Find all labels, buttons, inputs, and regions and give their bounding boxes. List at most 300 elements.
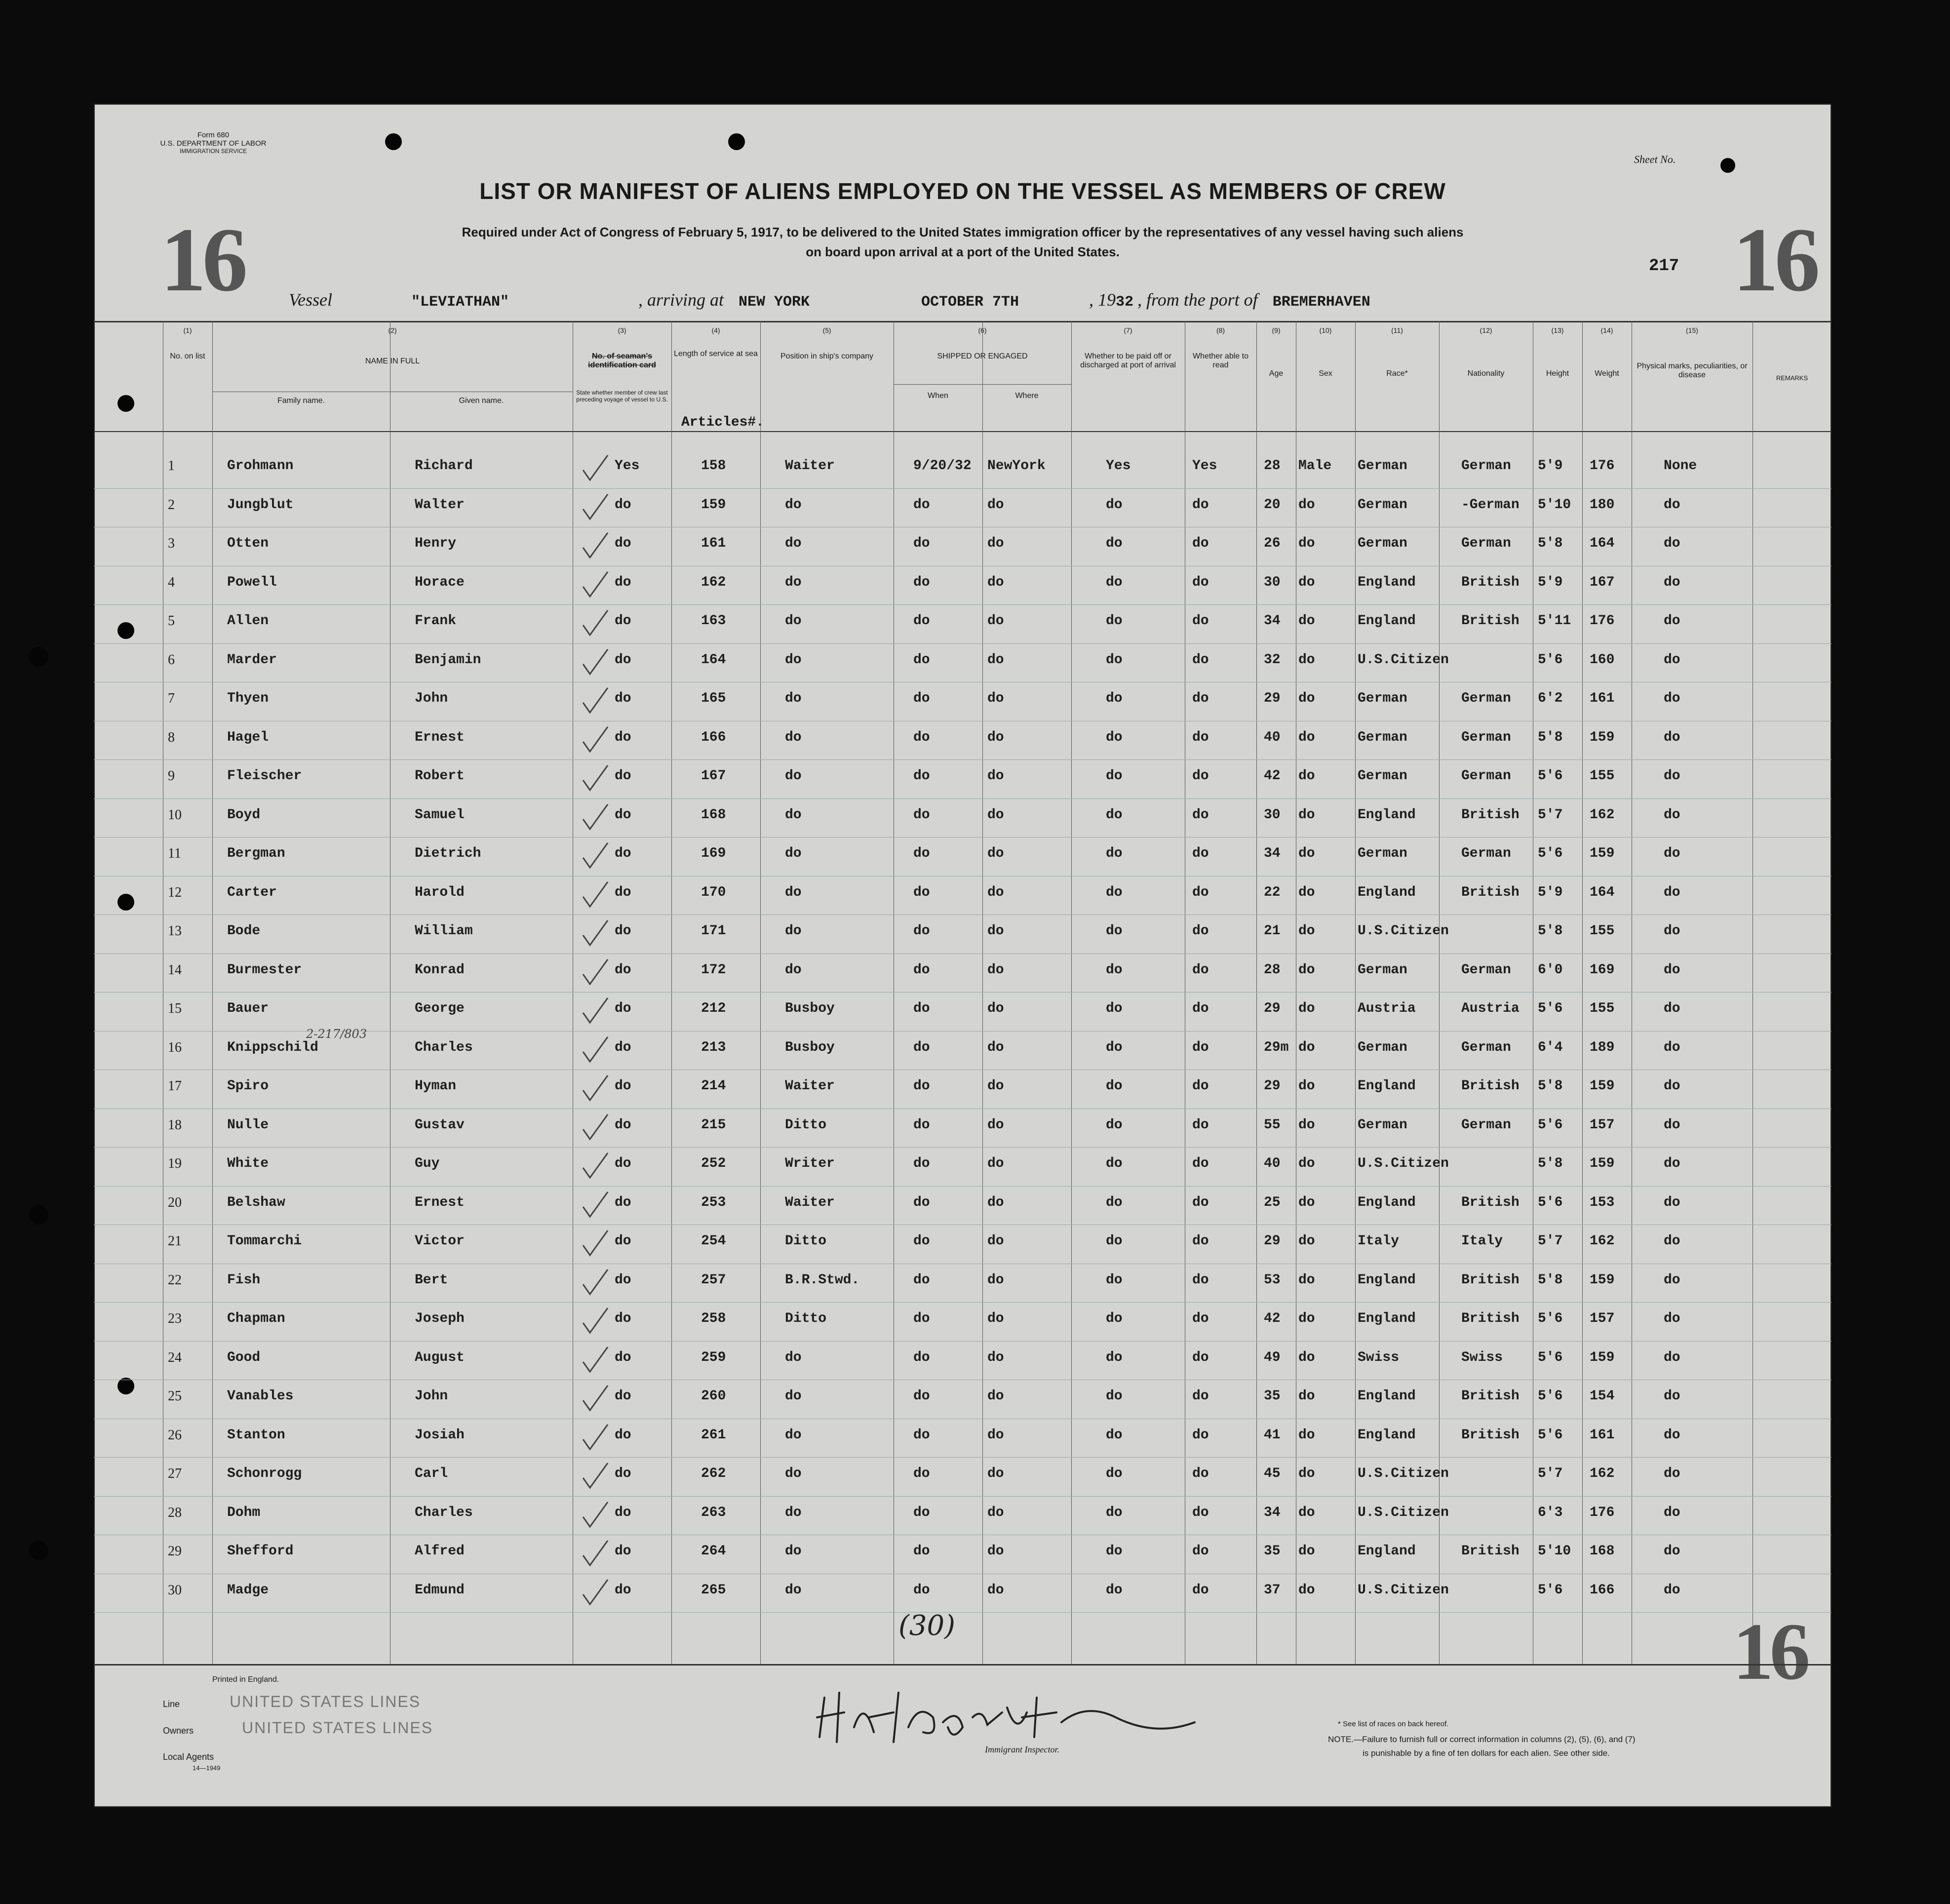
cell-height: 5'10 xyxy=(1538,497,1571,513)
cell-row-number: 24 xyxy=(168,1349,182,1365)
cell-ship-position: B.R.Stwd. xyxy=(785,1272,860,1288)
cell-height: 5'6 xyxy=(1538,1388,1563,1404)
cell-shipped-when: do xyxy=(913,652,930,668)
table-row xyxy=(94,604,1832,644)
cell-given-name: Gustav xyxy=(415,1117,465,1133)
cell-physical-marks: do xyxy=(1664,1233,1680,1249)
cell-service-length: 257 xyxy=(701,1272,726,1288)
cell-family-name: Spiro xyxy=(227,1078,269,1094)
cell-sex: do xyxy=(1298,691,1315,706)
cell-paid-off: do xyxy=(1106,1039,1123,1055)
cell-physical-marks: do xyxy=(1664,1505,1680,1520)
cell-height: 5'8 xyxy=(1538,536,1563,551)
table-row xyxy=(94,992,1832,1031)
cell-physical-marks: do xyxy=(1664,536,1680,551)
check-mark-icon xyxy=(580,1345,610,1375)
sheet-stamp-bottom: 16 xyxy=(1733,1606,1806,1697)
cell-paid-off: do xyxy=(1106,613,1123,629)
cell-height: 5'8 xyxy=(1538,1078,1563,1094)
cell-age: 55 xyxy=(1264,1117,1281,1133)
cell-height: 5'10 xyxy=(1538,1544,1571,1559)
cell-nationality: German xyxy=(1461,1117,1511,1133)
cell-sex: do xyxy=(1298,1001,1315,1016)
cell-previous-voyage: do xyxy=(615,729,631,745)
table-row xyxy=(94,1574,1832,1613)
cell-physical-marks: do xyxy=(1664,923,1680,939)
line-label: Line xyxy=(163,1699,180,1709)
cell-previous-voyage: do xyxy=(615,1001,631,1016)
cell-sex: do xyxy=(1298,1427,1315,1443)
cell-shipped-when: do xyxy=(913,574,930,590)
cell-nationality: British xyxy=(1461,1311,1520,1326)
cell-row-number: 18 xyxy=(168,1117,182,1133)
vessel-name: "LEVIATHAN" xyxy=(411,294,509,311)
cell-ship-position: do xyxy=(785,768,802,784)
cell-height: 5'7 xyxy=(1538,1466,1563,1481)
cell-sex: do xyxy=(1298,1311,1315,1326)
cell-paid-off: do xyxy=(1106,1349,1123,1365)
cell-shipped-when: do xyxy=(913,1233,930,1249)
cell-row-number: 21 xyxy=(168,1233,182,1249)
cell-age: 28 xyxy=(1264,458,1281,474)
cell-nationality: German xyxy=(1461,458,1511,474)
cell-weight: 176 xyxy=(1590,613,1615,629)
sheet-number: 217 xyxy=(1649,257,1679,276)
check-mark-icon xyxy=(580,686,610,715)
cell-height: 5'11 xyxy=(1538,613,1571,629)
cell-height: 5'9 xyxy=(1538,458,1563,474)
cell-able-to-read: do xyxy=(1192,1505,1209,1520)
cell-ship-position: do xyxy=(785,884,802,900)
cell-given-name: Walter xyxy=(415,497,465,513)
cell-service-length: 253 xyxy=(701,1194,726,1210)
cell-previous-voyage: do xyxy=(615,1117,631,1133)
cell-physical-marks: do xyxy=(1664,613,1680,629)
cell-family-name: Burmester xyxy=(227,962,302,978)
vessel-line xyxy=(289,289,1370,311)
cell-previous-voyage: do xyxy=(615,613,631,629)
cell-ship-position: do xyxy=(785,1582,802,1598)
cell-age: 26 xyxy=(1264,536,1281,551)
cell-shipped-when: 9/20/32 xyxy=(913,458,972,474)
cell-race: England xyxy=(1358,807,1416,823)
check-mark-icon xyxy=(580,1578,610,1607)
inspector-label: Immigrant Inspector. xyxy=(985,1745,1059,1754)
cell-race: U.S.Citizen xyxy=(1358,1466,1449,1481)
cell-ship-position: do xyxy=(785,536,802,551)
cell-paid-off: do xyxy=(1106,1001,1123,1016)
cell-height: 6'0 xyxy=(1538,962,1563,978)
check-mark-icon xyxy=(580,880,610,910)
cell-given-name: Ernest xyxy=(415,729,465,745)
cell-shipped-where: do xyxy=(987,691,1004,706)
arrival-port: NEW YORK xyxy=(739,294,810,311)
table-row xyxy=(94,1147,1832,1187)
cell-able-to-read: do xyxy=(1192,1427,1209,1443)
cell-able-to-read: do xyxy=(1192,1156,1209,1171)
cell-able-to-read: do xyxy=(1192,691,1209,706)
cell-given-name: Samuel xyxy=(415,807,465,823)
cell-family-name: Vanables xyxy=(227,1388,294,1404)
cell-age: 37 xyxy=(1264,1582,1281,1598)
cell-race: U.S.Citizen xyxy=(1358,1156,1449,1171)
cell-nationality: Austria xyxy=(1461,1001,1520,1016)
cell-family-name: Allen xyxy=(227,613,269,629)
cell-previous-voyage: do xyxy=(615,1156,631,1171)
cell-given-name: Frank xyxy=(415,613,457,629)
cell-shipped-where: do xyxy=(987,807,1004,823)
cell-shipped-where: do xyxy=(987,1194,1004,1210)
cell-given-name: Ernest xyxy=(415,1194,465,1210)
cell-given-name: William xyxy=(415,923,473,939)
cell-weight: 161 xyxy=(1590,691,1615,706)
cell-previous-voyage: do xyxy=(615,807,631,823)
col-name-header: (2) NAME IN FULL Family name. Given name. xyxy=(212,322,573,431)
cell-row-number: 4 xyxy=(168,574,175,590)
punch-hole xyxy=(29,1541,48,1560)
cell-row-number: 13 xyxy=(168,923,182,939)
table-row xyxy=(94,527,1832,566)
cell-nationality: German xyxy=(1461,846,1511,861)
cell-age: 25 xyxy=(1264,1194,1281,1210)
cell-nationality: German xyxy=(1461,691,1511,706)
cell-age: 45 xyxy=(1264,1466,1281,1481)
check-mark-icon xyxy=(580,1112,610,1142)
when-header: When xyxy=(928,392,948,400)
cell-sex: do xyxy=(1298,1194,1315,1210)
col-service-header: (4) Length of service at sea xyxy=(674,326,758,358)
cell-sex: do xyxy=(1298,1078,1315,1094)
cell-service-length: 254 xyxy=(701,1233,726,1249)
cell-paid-off: do xyxy=(1106,1427,1123,1443)
cell-paid-off: do xyxy=(1106,807,1123,823)
cell-paid-off: do xyxy=(1106,1233,1123,1249)
note-line-1: NOTE.—Failure to furnish full or correct information in columns (2), (5), (6), and (7) xyxy=(1328,1735,1636,1744)
cell-age: 40 xyxy=(1264,1156,1281,1171)
check-mark-icon xyxy=(580,763,610,793)
cell-paid-off: do xyxy=(1106,923,1123,939)
cell-sex: do xyxy=(1298,1544,1315,1559)
cell-row-number: 6 xyxy=(168,652,175,668)
cell-able-to-read: do xyxy=(1192,536,1209,551)
cell-ship-position: do xyxy=(785,923,802,939)
cell-given-name: Hyman xyxy=(415,1078,457,1094)
cell-sex: do xyxy=(1298,1156,1315,1171)
cell-given-name: John xyxy=(415,1388,448,1404)
cell-ship-position: do xyxy=(785,691,802,706)
cell-family-name: Hagel xyxy=(227,729,269,745)
check-mark-icon xyxy=(580,453,610,483)
cell-height: 5'6 xyxy=(1538,1311,1563,1326)
page-subtitle xyxy=(311,222,1614,262)
cell-shipped-where: do xyxy=(987,884,1004,900)
col-id-card-header: (3) No. of seaman's identification card State whether member of crew last preceding voyage of vessel to U.S. xyxy=(576,326,668,403)
cell-shipped-where: do xyxy=(987,1078,1004,1094)
punch-hole xyxy=(29,1205,48,1225)
cell-family-name: Bergman xyxy=(227,846,285,861)
cell-weight: 169 xyxy=(1590,962,1615,978)
col-marks-header: (15) Physical marks, peculiarities, or disease xyxy=(1637,326,1748,379)
from-label: , from the port of xyxy=(1137,290,1258,310)
cell-previous-voyage: do xyxy=(615,846,631,861)
cell-age: 40 xyxy=(1264,729,1281,745)
cell-service-length: 159 xyxy=(701,497,726,513)
cell-age: 35 xyxy=(1264,1544,1281,1559)
cell-age: 29 xyxy=(1264,1078,1281,1094)
cell-height: 5'7 xyxy=(1538,1233,1563,1249)
cell-shipped-when: do xyxy=(913,923,930,939)
cell-family-name: Jungblut xyxy=(227,497,294,513)
cell-physical-marks: do xyxy=(1664,1388,1680,1404)
table-header xyxy=(94,321,1832,432)
cell-ship-position: do xyxy=(785,1466,802,1481)
family-name-header: Family name. xyxy=(277,397,325,405)
cell-race: German xyxy=(1358,768,1407,784)
cell-service-length: 164 xyxy=(701,652,726,668)
table-row xyxy=(94,643,1832,683)
table-row xyxy=(94,798,1832,838)
cell-age: 34 xyxy=(1264,613,1281,629)
cell-physical-marks: do xyxy=(1664,652,1680,668)
cell-row-number: 29 xyxy=(168,1544,182,1559)
table-row xyxy=(94,1225,1832,1264)
cell-ship-position: Busboy xyxy=(785,1039,835,1055)
cell-family-name: Good xyxy=(227,1349,261,1365)
cell-shipped-when: do xyxy=(913,1156,930,1171)
cell-height: 5'8 xyxy=(1538,923,1563,939)
check-mark-icon xyxy=(580,1151,610,1181)
cell-age: 29 xyxy=(1264,1233,1281,1249)
check-mark-icon xyxy=(580,802,610,832)
cell-physical-marks: do xyxy=(1664,1078,1680,1094)
cell-physical-marks: do xyxy=(1664,1582,1680,1598)
cell-able-to-read: do xyxy=(1192,1388,1209,1404)
cell-given-name: August xyxy=(415,1349,465,1365)
cell-sex: do xyxy=(1298,1388,1315,1404)
cell-shipped-where: do xyxy=(987,1001,1004,1016)
cell-physical-marks: do xyxy=(1664,768,1680,784)
cell-physical-marks: do xyxy=(1664,884,1680,900)
cell-nationality: -German xyxy=(1461,497,1520,513)
cell-age: 29 xyxy=(1264,691,1281,706)
col-position-header: (5) Position in ship's company xyxy=(780,326,874,360)
cell-physical-marks: do xyxy=(1664,1544,1680,1559)
cell-family-name: Fleischer xyxy=(227,768,302,784)
cell-family-name: Grohmann xyxy=(227,458,294,474)
form-number: Form 680 xyxy=(197,131,230,139)
cell-nationality: British xyxy=(1461,613,1520,629)
cell-shipped-where: do xyxy=(987,1233,1004,1249)
cell-able-to-read: do xyxy=(1192,1194,1209,1210)
cell-paid-off: do xyxy=(1106,1272,1123,1288)
cell-physical-marks: do xyxy=(1664,846,1680,861)
cell-shipped-when: do xyxy=(913,1194,930,1210)
cell-sex: do xyxy=(1298,768,1315,784)
where-header: Where xyxy=(1015,392,1039,400)
cell-weight: 159 xyxy=(1590,1272,1615,1288)
cell-sex: do xyxy=(1298,923,1315,939)
check-mark-icon xyxy=(580,570,610,599)
cell-service-length: 212 xyxy=(701,1001,726,1016)
col-paid-off-header: (7) Whether to be paid off or discharged at port of arrival xyxy=(1080,326,1176,369)
cell-shipped-when: do xyxy=(913,1505,930,1520)
binder-hole xyxy=(1720,158,1735,173)
cell-shipped-when: do xyxy=(913,1039,930,1055)
cell-given-name: Harold xyxy=(415,884,465,900)
check-mark-icon xyxy=(580,531,610,560)
cell-weight: 162 xyxy=(1590,807,1615,823)
cell-previous-voyage: do xyxy=(615,1505,631,1520)
cell-shipped-where: do xyxy=(987,1156,1004,1171)
cell-paid-off: do xyxy=(1106,1388,1123,1404)
cell-height: 5'6 xyxy=(1538,1001,1563,1016)
cell-given-name: Joseph xyxy=(415,1311,465,1326)
cell-previous-voyage: do xyxy=(615,652,631,668)
cell-height: 5'8 xyxy=(1538,1272,1563,1288)
handwritten-annotation: 2-217/803 xyxy=(306,1027,367,1041)
cell-height: 5'6 xyxy=(1538,846,1563,861)
cell-row-number: 5 xyxy=(168,613,175,629)
cell-weight: 157 xyxy=(1590,1117,1615,1133)
cell-paid-off: do xyxy=(1106,1194,1123,1210)
cell-weight: 155 xyxy=(1590,1001,1615,1016)
cell-age: 32 xyxy=(1264,652,1281,668)
cell-previous-voyage: do xyxy=(615,1272,631,1288)
cell-able-to-read: do xyxy=(1192,574,1209,590)
cell-height: 5'6 xyxy=(1538,652,1563,668)
cell-given-name: Carl xyxy=(415,1466,448,1481)
cell-family-name: Stanton xyxy=(227,1427,285,1443)
cell-shipped-when: do xyxy=(913,1582,930,1598)
articles-note: Articles#. xyxy=(681,415,765,430)
cell-weight: 189 xyxy=(1590,1039,1615,1055)
cell-shipped-where: do xyxy=(987,729,1004,745)
cell-service-length: 165 xyxy=(701,691,726,706)
cell-given-name: Benjamin xyxy=(415,652,481,668)
cell-shipped-when: do xyxy=(913,729,930,745)
cell-sex: Male xyxy=(1298,458,1332,474)
cell-shipped-where: do xyxy=(987,1582,1004,1598)
cell-sex: do xyxy=(1298,574,1315,590)
cell-shipped-where: do xyxy=(987,1388,1004,1404)
table-row xyxy=(94,1264,1832,1303)
cell-service-length: 170 xyxy=(701,884,726,900)
cell-nationality: British xyxy=(1461,1544,1520,1559)
cell-physical-marks: do xyxy=(1664,807,1680,823)
table-row xyxy=(94,1302,1832,1342)
cell-height: 6'4 xyxy=(1538,1039,1563,1055)
cell-sex: do xyxy=(1298,884,1315,900)
cell-nationality: German xyxy=(1461,536,1511,551)
cell-given-name: Horace xyxy=(415,574,465,590)
cell-ship-position: Waiter xyxy=(785,1194,835,1210)
table-row xyxy=(94,1341,1832,1381)
check-mark-icon xyxy=(580,1384,610,1413)
cell-nationality: German xyxy=(1461,729,1511,745)
cell-family-name: Boyd xyxy=(227,807,261,823)
cell-shipped-where: do xyxy=(987,962,1004,978)
cell-race: England xyxy=(1358,1427,1416,1443)
cell-able-to-read: do xyxy=(1192,807,1209,823)
cell-service-length: 172 xyxy=(701,962,726,978)
binder-hole xyxy=(385,133,402,150)
cell-nationality: British xyxy=(1461,1078,1520,1094)
cell-age: 30 xyxy=(1264,574,1281,590)
cell-given-name: Bert xyxy=(415,1272,448,1288)
note-line-2: is punishable by a fine of ten dollars for each alien. See other side. xyxy=(1363,1748,1610,1758)
cell-height: 5'6 xyxy=(1538,1117,1563,1133)
cell-weight: 157 xyxy=(1590,1311,1615,1326)
cell-nationality: German xyxy=(1461,768,1511,784)
cell-row-number: 9 xyxy=(168,768,175,784)
cell-service-length: 158 xyxy=(701,458,726,474)
cell-paid-off: do xyxy=(1106,1544,1123,1559)
cell-nationality: Italy xyxy=(1461,1233,1503,1249)
cell-shipped-when: do xyxy=(913,768,930,784)
cell-previous-voyage: do xyxy=(615,1233,631,1249)
cell-family-name: Shefford xyxy=(227,1544,294,1559)
cell-height: 5'6 xyxy=(1538,768,1563,784)
page-title: LIST OR MANIFEST OF ALIENS EMPLOYED ON THE VESSEL AS MEMBERS OF CREW xyxy=(479,178,1446,204)
check-mark-icon xyxy=(580,725,610,754)
cell-shipped-when: do xyxy=(913,1272,930,1288)
check-mark-icon xyxy=(580,608,610,638)
cell-weight: 164 xyxy=(1590,884,1615,900)
cell-height: 5'6 xyxy=(1538,1349,1563,1365)
sheet-stamp-right: 16 xyxy=(1733,209,1816,311)
cell-able-to-read: do xyxy=(1192,1078,1209,1094)
cell-family-name: Belshaw xyxy=(227,1194,285,1210)
cell-weight: 162 xyxy=(1590,1466,1615,1481)
cell-row-number: 23 xyxy=(168,1311,182,1326)
arrival-year: 32 xyxy=(1116,294,1134,311)
cell-able-to-read: do xyxy=(1192,1582,1209,1598)
cell-given-name: George xyxy=(415,1001,465,1016)
cell-row-number: 12 xyxy=(168,884,182,900)
check-mark-icon xyxy=(580,1461,610,1491)
cell-service-length: 214 xyxy=(701,1078,726,1094)
cell-able-to-read: do xyxy=(1192,1544,1209,1559)
cell-family-name: Marder xyxy=(227,652,277,668)
cell-service-length: 252 xyxy=(701,1156,726,1171)
cell-able-to-read: do xyxy=(1192,497,1209,513)
cell-previous-voyage: do xyxy=(615,1388,631,1404)
cell-race: German xyxy=(1358,458,1407,474)
cell-shipped-when: do xyxy=(913,884,930,900)
col-height-header: (13) Height xyxy=(1546,326,1569,378)
table-row xyxy=(94,953,1832,993)
cell-shipped-when: do xyxy=(913,1349,930,1365)
cell-row-number: 15 xyxy=(168,1001,182,1016)
cell-able-to-read: do xyxy=(1192,652,1209,668)
cell-able-to-read: do xyxy=(1192,768,1209,784)
cell-paid-off: Yes xyxy=(1106,458,1131,474)
cell-physical-marks: do xyxy=(1664,691,1680,706)
owners-label: Owners xyxy=(163,1726,194,1736)
cell-height: 5'8 xyxy=(1538,1156,1563,1171)
cell-race: England xyxy=(1358,1272,1416,1288)
cell-service-length: 265 xyxy=(701,1582,726,1598)
cell-row-number: 2 xyxy=(168,497,175,513)
check-mark-icon xyxy=(580,1423,610,1452)
form-info xyxy=(139,131,287,155)
col-age-header: (9) Age xyxy=(1269,326,1284,378)
cell-previous-voyage: do xyxy=(615,1427,631,1443)
cell-service-length: 262 xyxy=(701,1466,726,1481)
cell-sex: do xyxy=(1298,1582,1315,1598)
total-count: (30) xyxy=(898,1610,955,1642)
agents-code: 14—1949 xyxy=(193,1764,221,1772)
